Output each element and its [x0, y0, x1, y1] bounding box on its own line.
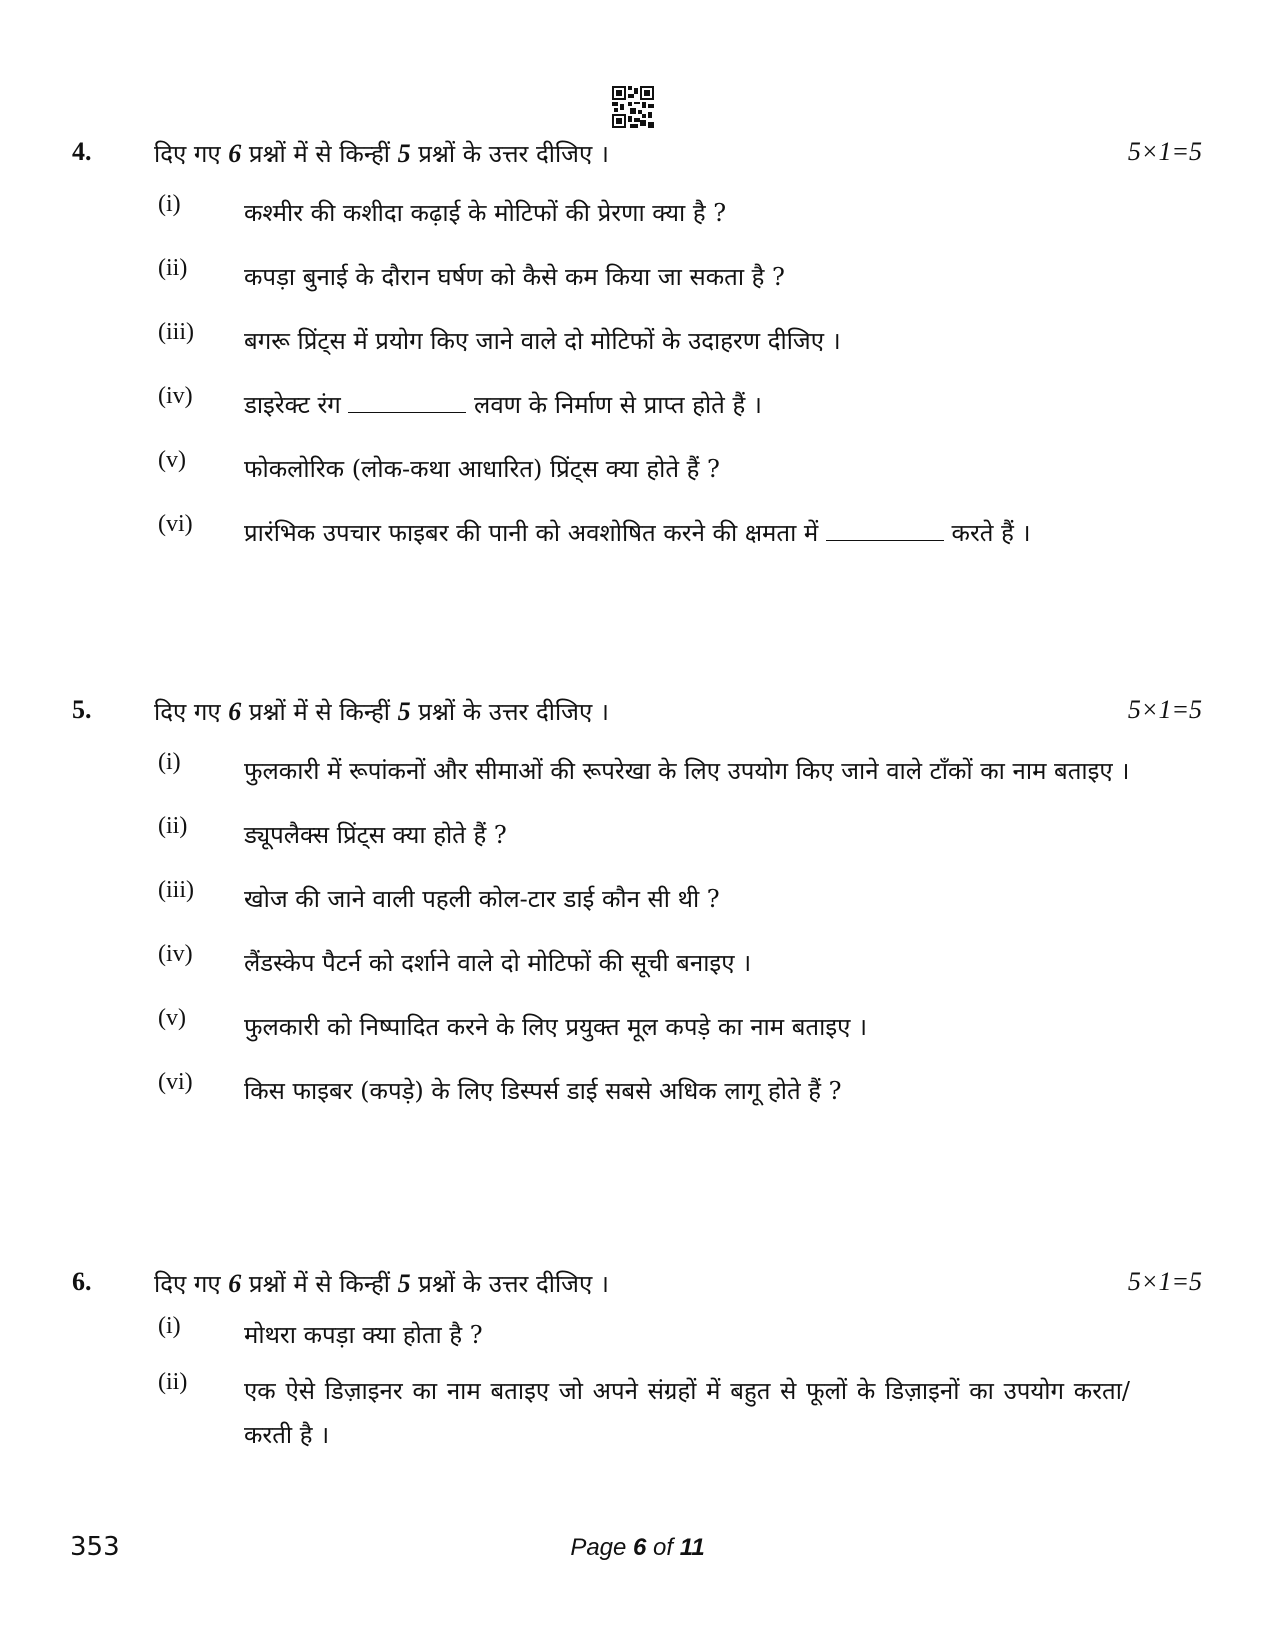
sub-question [158, 1069, 1202, 1113]
sub-question [158, 447, 1202, 491]
sub-question [158, 877, 1202, 921]
sub-question-number: (vi) [158, 511, 193, 537]
sub-question [158, 511, 1202, 555]
sub-question [158, 319, 1202, 363]
question-number: 5. [72, 695, 92, 724]
question-marks: 5×1=5 [1127, 1267, 1202, 1296]
question-4 [72, 137, 1202, 555]
sub-question-text: डाइरेक्ट रंग लवण के निर्माण से प्राप्त होते हैं । [244, 391, 762, 419]
sub-question [158, 749, 1202, 793]
qr-code-icon [612, 86, 654, 128]
sub-question-text: एक ऐसे डिज़ाइनर का नाम बताइए जो अपने संग्रहों में बहुत से फूलों के डिज़ाइनों का उपयोग करता/करती है । [244, 1377, 1130, 1449]
question-number: 6. [72, 1267, 92, 1296]
sub-question-text: बगरू प्रिंट्स में प्रयोग किए जाने वाले दो मोटिफों के उदाहरण दीजिए । [244, 327, 841, 355]
sub-question-number: (i) [158, 191, 181, 217]
fill-in-blank [348, 392, 466, 413]
sub-question-number: (iv) [158, 383, 193, 409]
sub-question [158, 255, 1202, 299]
question-number: 4. [72, 137, 92, 166]
page-number: Page 6 of 11 [570, 1534, 705, 1561]
question-header [72, 1267, 1202, 1307]
sub-question-text: खोज की जाने वाली पहली कोल-टार डाई कौन सी थी ? [244, 885, 720, 913]
sub-question-number: (v) [158, 447, 186, 473]
sub-question [158, 813, 1202, 857]
sub-question-text: प्रारंभिक उपचार फाइबर की पानी को अवशोषित करने की क्षमता में करते हैं । [244, 519, 1031, 547]
sub-question-number: (ii) [158, 255, 188, 281]
question-5 [72, 695, 1202, 1113]
sub-question-number: (iii) [158, 319, 194, 345]
sub-question-number: (iii) [158, 877, 194, 903]
question-instruction: दिए गए 6 प्रश्नों में से किन्हीं 5 प्रश्नों के उत्तर दीजिए । [154, 139, 609, 168]
question-marks: 5×1=5 [1127, 695, 1202, 724]
sub-question-text: फुलकारी में रूपांकनों और सीमाओं की रूपरेखा के लिए उपयोग किए जाने वाले टाँकों का नाम बताइए । [244, 757, 1130, 785]
sub-question [158, 383, 1202, 427]
sub-question-text: फोकलोरिक (लोक-कथा आधारित) प्रिंट्स क्या होते हैं ? [244, 455, 720, 483]
sub-question [158, 1005, 1202, 1049]
question-instruction: दिए गए 6 प्रश्नों में से किन्हीं 5 प्रश्नों के उत्तर दीजिए । [154, 697, 609, 726]
paper-code: 353 [70, 1532, 120, 1562]
sub-question-number: (i) [158, 1313, 181, 1339]
question-header [72, 695, 1202, 735]
sub-question-number: (iv) [158, 941, 193, 967]
question-marks: 5×1=5 [1127, 137, 1202, 166]
sub-question-number: (i) [158, 749, 181, 775]
sub-question-text: किस फाइबर (कपड़े) के लिए डिस्पर्स डाई सबसे अधिक लागू होते हैं ? [244, 1077, 842, 1105]
sub-question-text: कश्मीर की कशीदा कढ़ाई के मोटिफों की प्रेरणा क्या है ? [244, 199, 727, 227]
fill-in-blank [826, 520, 944, 541]
sub-question-number: (ii) [158, 1369, 188, 1395]
sub-question [158, 941, 1202, 985]
question-header [72, 137, 1202, 177]
sub-question-text: कपड़ा बुनाई के दौरान घर्षण को कैसे कम किया जा सकता है ? [244, 263, 785, 291]
sub-question-text: मोथरा कपड़ा क्या होता है ? [244, 1321, 483, 1349]
sub-question-number: (vi) [158, 1069, 193, 1095]
sub-question [158, 1369, 1202, 1457]
sub-question-number: (ii) [158, 813, 188, 839]
sub-question [158, 191, 1202, 235]
sub-question-text: ड्यूपलैक्स प्रिंट्स क्या होते हैं ? [244, 821, 507, 849]
question-6 [72, 1267, 1202, 1457]
question-instruction: दिए गए 6 प्रश्नों में से किन्हीं 5 प्रश्नों के उत्तर दीजिए । [154, 1269, 609, 1298]
sub-question-number: (v) [158, 1005, 186, 1031]
sub-question-text: फुलकारी को निष्पादित करने के लिए प्रयुक्त मूल कपड़े का नाम बताइए । [244, 1013, 868, 1041]
sub-question-text: लैंडस्केप पैटर्न को दर्शाने वाले दो मोटिफों की सूची बनाइए । [244, 949, 752, 977]
sub-question [158, 1313, 1202, 1357]
